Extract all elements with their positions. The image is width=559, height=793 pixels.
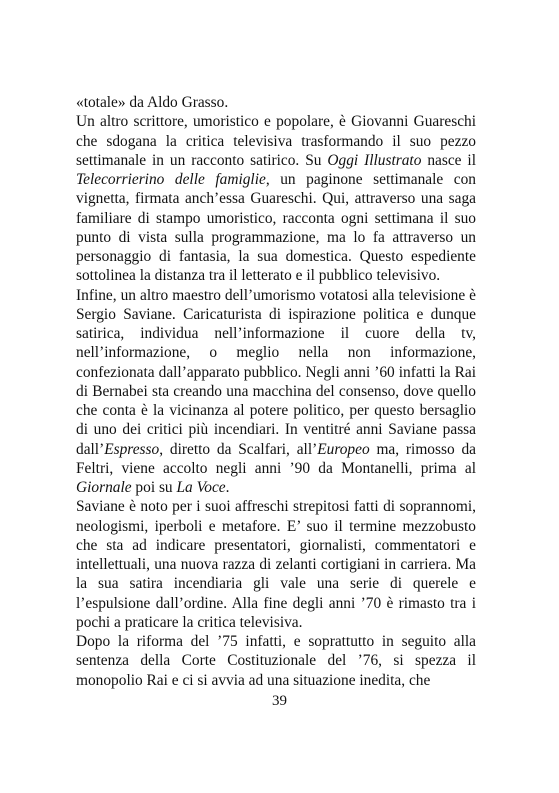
text-run: Infine, un altro maestro dell’umorismo votatosi alla televisione è Sergio Saviane. Caricaturista di ispirazione politica e dunque satirica, individua nell’informazione il cuore della tv, nell’informazione, o meglio nella non informazione, confezionata dall’apparato pubblico. Negli anni ’60 infatti la Rai di Bernabei sta creando una macchina del consenso, dove quello che conta è la vicinanza al potere politico, per questo bersaglio di uno dei critici più incendiari. In ventitré anni Saviane passa dall’: [76, 286, 476, 458]
paragraph: [76, 286, 476, 498]
italic-title: Giornale: [76, 479, 132, 496]
text-run: nasce il: [421, 151, 476, 169]
text-run: , diretto da Scalfari, all’: [159, 440, 318, 458]
text-run: poi su: [131, 479, 177, 496]
text-run: «totale» da Aldo Grasso.: [76, 94, 229, 111]
italic-title: Europeo: [317, 440, 370, 458]
text-run: .: [225, 479, 230, 496]
paragraph: [76, 112, 476, 285]
text-run: , un paginone settimanale con vignetta, firmata anch’essa Guareschi. Qui, attraverso una saga familiare di stampo umoristico, racconta ogni settimana il suo punto di vista sulla programmazione, ma lo fa attraverso un personaggio di fantasia, la sua domestica. Questo espediente sottolinea la distanza tra il letterato e il pubblico televisivo.: [76, 171, 476, 285]
paragraph: [76, 93, 476, 112]
page-body: [76, 93, 476, 690]
paragraph: [76, 497, 476, 632]
italic-title: Espresso: [104, 440, 160, 458]
italic-title: Oggi Illustrato: [327, 151, 422, 169]
paragraph: [76, 632, 476, 690]
italic-title: Telecorrierino delle famiglie: [76, 171, 266, 188]
text-run: Dopo la riforma del ’75 infatti, e soprattutto in seguito alla sentenza della Corte Costituzionale del ’76, si spezza il monopolio Rai e ci si avvia ad una situazione inedita, che: [76, 633, 476, 689]
italic-title: La Voce: [176, 479, 226, 496]
text-run: Saviane è noto per i suoi affreschi strepitosi fatti di soprannomi, neologismi, iperboli e metafore. E’ suo il termine mezzobusto che sta ad indicare presentatori, giornalisti, commentatori e intellettuali, una nuova razza di zelanti cortigiani in carriera. Ma la sua satira incendiaria gli vale una serie di querele e l’espulsione dall’ordine. Alla fine degli anni ’70 è rimasto tra i pochi a praticare la critica televisiva.: [76, 498, 476, 631]
text-run: ma, rimosso da Feltri, viene accolto negli anni ’90 da Montanelli, prima al: [76, 440, 476, 477]
text-run: Un altro scrittore, umoristico e popolare, è Giovanni Guareschi che sdogana la critica televisiva trasformando il suo pezzo settimanale in un racconto satirico. Su: [76, 113, 476, 169]
page-number: 39: [272, 693, 287, 709]
